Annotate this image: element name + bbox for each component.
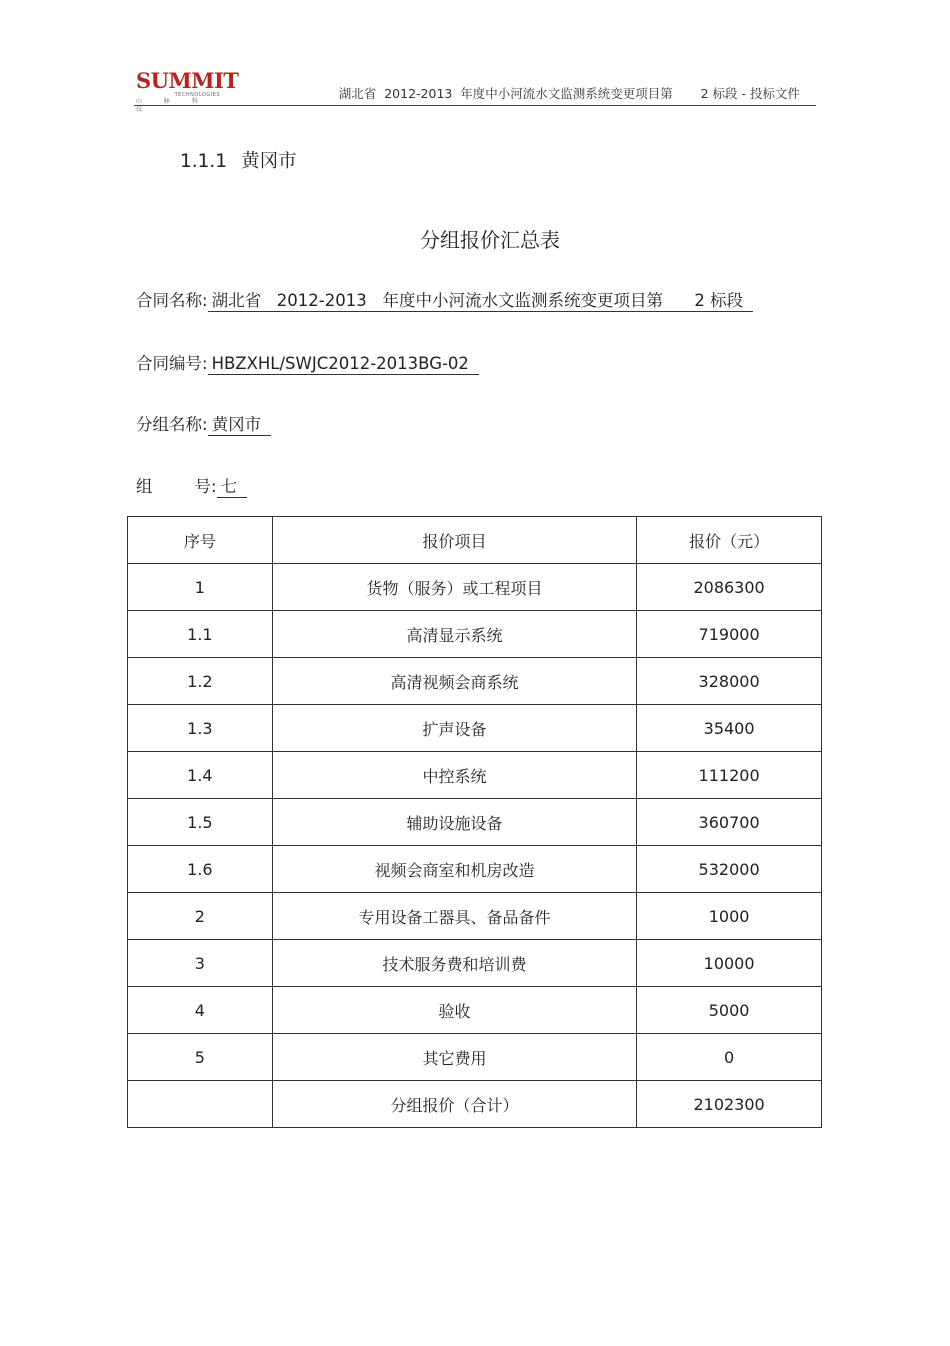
cell-seq [128, 1081, 273, 1128]
cell-seq: 4 [128, 987, 273, 1034]
logo-wordmark: SUMMIT [136, 68, 239, 93]
table-row [128, 1034, 822, 1081]
table-row [128, 1081, 822, 1128]
cell-item: 辅助设施设备 [272, 799, 636, 846]
cell-seq: 2 [128, 893, 273, 940]
group-name-label: 分组名称: [136, 415, 208, 434]
cell-seq: 1.5 [128, 799, 273, 846]
cell-price: 360700 [637, 799, 822, 846]
table-header-row [128, 517, 822, 564]
summit-logo [136, 68, 239, 114]
cell-price: 35400 [637, 705, 822, 752]
contract-name-label: 合同名称: [136, 291, 208, 310]
cell-seq: 1.4 [128, 752, 273, 799]
group-name-field [136, 411, 271, 435]
contract-number-field [136, 350, 479, 374]
group-number-label: 组 号: [136, 477, 217, 496]
cell-price: 719000 [637, 611, 822, 658]
logo-subtitle: TECHNOLOGIES [174, 92, 220, 98]
document-title: 分组报价汇总表 [420, 228, 560, 252]
table-row [128, 705, 822, 752]
table-row [128, 987, 822, 1034]
table-row [128, 799, 822, 846]
cell-item: 验收 [272, 987, 636, 1034]
section-title: 黄冈市 [241, 151, 297, 172]
contract-name-field [136, 287, 753, 311]
cell-item: 视频会商室和机房改造 [272, 846, 636, 893]
table-row [128, 611, 822, 658]
header-price: 报价（元） [637, 517, 822, 564]
cell-item: 专用设备工器具、备品备件 [272, 893, 636, 940]
cell-price: 0 [637, 1034, 822, 1081]
cell-seq: 1.2 [128, 658, 273, 705]
table-row [128, 893, 822, 940]
cell-price: 111200 [637, 752, 822, 799]
cell-price: 5000 [637, 987, 822, 1034]
table-row [128, 846, 822, 893]
cell-item: 其它费用 [272, 1034, 636, 1081]
table-row [128, 940, 822, 987]
cell-item: 中控系统 [272, 752, 636, 799]
quotation-summary-table [127, 516, 822, 1128]
group-number-field [136, 473, 247, 497]
header-item: 报价项目 [272, 517, 636, 564]
table-row [128, 658, 822, 705]
cell-seq: 1.1 [128, 611, 273, 658]
header-seq: 序号 [128, 517, 273, 564]
group-number-value: 七 [217, 477, 248, 498]
cell-seq: 1 [128, 564, 273, 611]
table-row [128, 564, 822, 611]
logo-chinese: 山 脉 科 技 [136, 98, 208, 113]
section-heading [180, 147, 297, 173]
cell-seq: 1.6 [128, 846, 273, 893]
cell-item: 高清显示系统 [272, 611, 636, 658]
running-header: 湖北省 2012-2013 年度中小河流水文监测系统变更项目第 2 标段 - 投标文件 [338, 86, 800, 101]
cell-seq: 1.3 [128, 705, 273, 752]
cell-seq: 5 [128, 1034, 273, 1081]
cell-item: 分组报价（合计） [272, 1081, 636, 1128]
cell-item: 货物（服务）或工程项目 [272, 564, 636, 611]
contract-number-label: 合同编号: [136, 354, 208, 373]
cell-price: 2086300 [637, 564, 822, 611]
cell-item: 扩声设备 [272, 705, 636, 752]
cell-price: 328000 [637, 658, 822, 705]
cell-item: 技术服务费和培训费 [272, 940, 636, 987]
header-divider [134, 105, 816, 106]
cell-item: 高清视频会商系统 [272, 658, 636, 705]
contract-number-value: HBZXHL/SWJC2012-2013BG-02 [208, 354, 479, 375]
cell-price: 1000 [637, 893, 822, 940]
cell-price: 10000 [637, 940, 822, 987]
table-row [128, 752, 822, 799]
cell-price: 532000 [637, 846, 822, 893]
contract-name-value: 湖北省 2012-2013 年度中小河流水文监测系统变更项目第 2 标段 [208, 291, 754, 312]
section-number: 1.1.1 [180, 151, 228, 172]
cell-price: 2102300 [637, 1081, 822, 1128]
group-name-value: 黄冈市 [208, 415, 272, 436]
cell-seq: 3 [128, 940, 273, 987]
